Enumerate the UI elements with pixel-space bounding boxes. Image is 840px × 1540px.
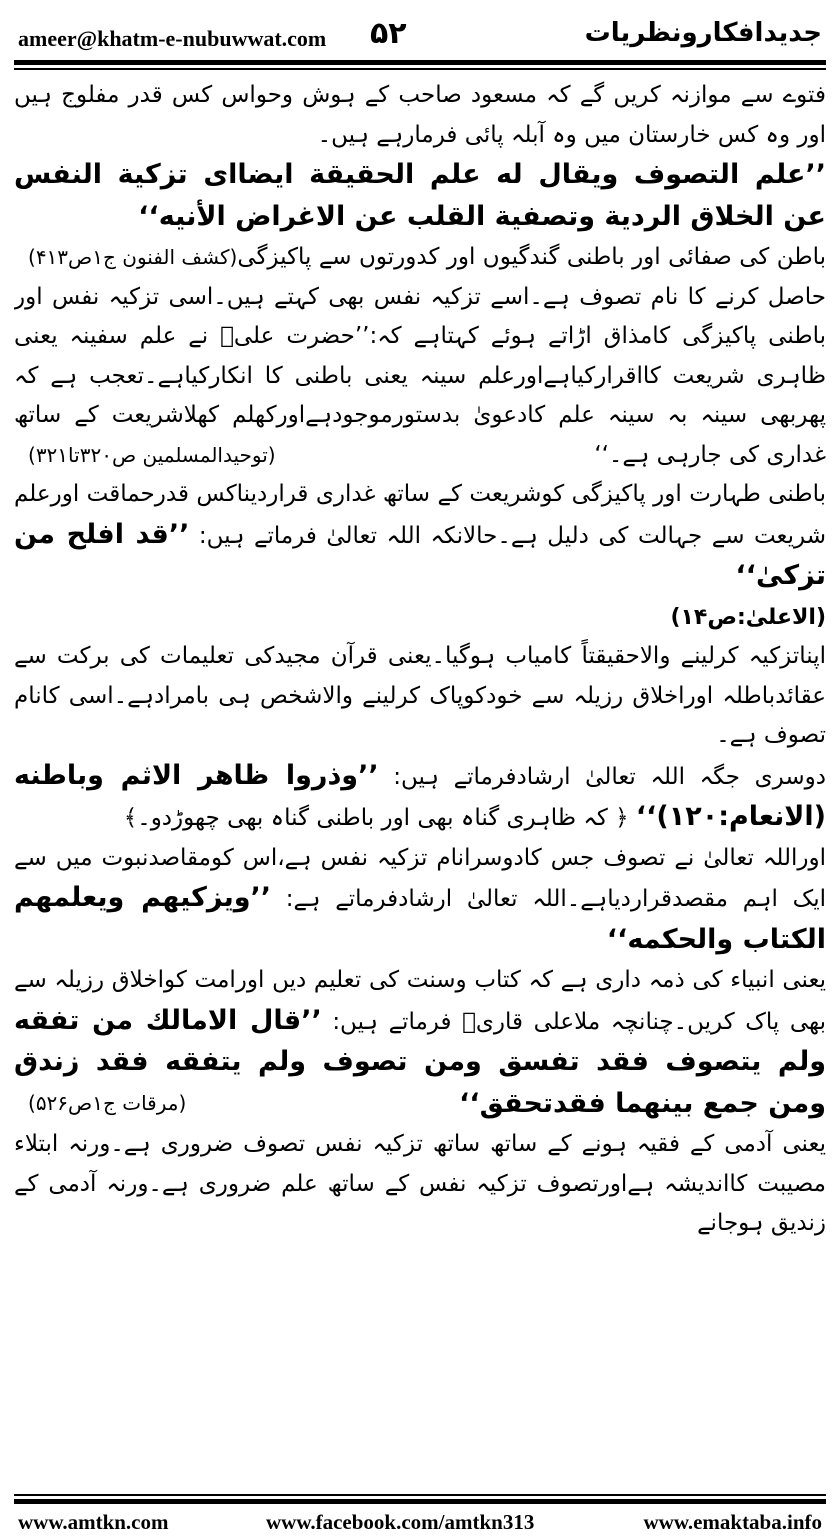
footer-link-facebook[interactable]: www.facebook.com/amtkn313 xyxy=(266,1510,535,1534)
paragraph: اپناتزکیہ کرلینے والاحقیقتاً کامیاب ہوگیا۔یعنی قرآن مجیدکی تعلیمات کی برکت سے عقائدباطلہ اوراخلاق رزیلہ سے خودکوپاک کرلینے والاشخص ہی بامرادہے۔اسی کانام تصوف ہے۔ xyxy=(14,643,826,748)
header-email: ameer@khatm-e-nubuwwat.com xyxy=(18,26,327,51)
page-footer xyxy=(14,1508,826,1538)
footer-link-amtkn[interactable]: www.amtkn.com xyxy=(18,1510,169,1534)
paragraph-text: یعنی انبیاء کی ذمہ داری ہے کہ کتاب وسنت کی تعلیم دیں اورامت کواخلاق رزیلہ سے بھی پاک کریں۔چنانچہ ملاعلی قاریؒ فرماتے ہیں: xyxy=(14,967,826,1035)
reference-line xyxy=(14,598,826,638)
reference: (توحیدالمسلمین ص۳۲۰تا۳۲۱) xyxy=(28,442,276,467)
page xyxy=(14,0,826,1540)
footer-rule-thin xyxy=(14,1494,826,1496)
paragraph: یعنی آدمی کے فقیہ ہونے کے ساتھ ساتھ تزکیہ نفس تصوف ضروری ہے۔ورنہ ابتلاء مصیبت کااندیشہ ہےاورتصوف تزکیہ نفس کے ساتھ علم ضروری ہے۔ورنہ آدمی کے زندیق ہوجانے xyxy=(14,1131,826,1236)
arabic-quote-text: ’’ویزکیهم ویعلمهم الکتاب والحکمه‘‘ xyxy=(14,882,826,955)
arabic-quote-text: ’’قال الامالك من تفقه ولم یتصوف فقد تفسق ومن تصوف ولم یتفقه فقد زندق ومن جمع بینهما فقدتحقق‘‘ xyxy=(14,1004,826,1119)
arabic-quote xyxy=(14,155,826,269)
paragraph xyxy=(14,475,826,598)
reference: (کشف الفنون ج۱ص۴۱۳) xyxy=(28,245,238,269)
paragraph xyxy=(14,756,826,839)
header-rule-thick xyxy=(14,60,826,65)
paragraph xyxy=(14,961,826,1125)
paragraph-text: اوراللہ تعالیٰ نے تصوف جس کادوسرانام تزکیہ نفس ہے،اس کومقاصدنبوت میں سے ایک اہم مقصدقراردیاہے۔اللہ تعالیٰ ارشادفرماتے ہے: xyxy=(14,844,826,912)
paragraph xyxy=(14,839,826,962)
paragraph-text: ﴿ کہ ظاہری گناہ بھی اور باطنی گناہ بھی چھوڑدو۔﴾ xyxy=(123,805,629,831)
arabic-quote-text: ’’وذروا ظاهر الاثم وباطنه (الانعام:۱۲۰)‘‘ xyxy=(14,759,826,832)
page-number: ۵۲ xyxy=(370,16,407,51)
paragraph-text: باطنی طہارت اور پاکیزگی کوشریعت کے ساتھ غداری قراردیناکس قدرحماقت اورعلم شریعت سے جہالت کی دلیل ہے۔حالانکہ اللہ تعالیٰ فرماتے ہیں: xyxy=(14,481,826,549)
arabic-quote-text: ’’علم التصوف ویقال له علم الحقیقة ایضاای تزکیة النفس عن الخلاق الردیة وتصفیة القلب عن الاغراض الأنیه‘‘ xyxy=(14,159,826,232)
arabic-quote-text: ’’قد افلح من تزکیٰ‘‘ xyxy=(14,518,826,591)
header-rule-thin xyxy=(14,68,826,70)
paragraph-text: دوسری جگہ اللہ تعالیٰ ارشادفرماتے ہیں: xyxy=(393,763,826,790)
paragraph-text: باطن کی صفائی اور باطنی گندگیوں اور کدورتوں سے پاکیزگی حاصل کرنے کا نام تصوف ہے۔اسے تزکیہ نفس بھی کہتے ہیں۔اسی تزکیہ نفس اور باطنی پاکیزگی کامذاق اڑاتے ہوئے کہتاہے کہ:’’حضرت علیؓ نے علم سفینہ یعنی ظاہری شریعت کااقرارکیاہےاورعلم سینہ یعنی باطنی کا انکارکیاہے۔تعجب ہے کہ پھربھی سینہ بہ سینہ علم کادعویٰ بدستورموجودہےاورکھلم کھلاشریعت کے ساتھ غداری کی جارہی ہے۔‘‘ xyxy=(14,244,826,468)
page-header xyxy=(14,8,826,60)
footer-link-emaktaba[interactable]: www.emaktaba.info xyxy=(643,1510,822,1534)
footer-rule-thick xyxy=(14,1499,826,1504)
book-title: جدیدافکارونظریات xyxy=(584,18,822,48)
paragraph: فتوے سے موازنہ کریں گے کہ مسعود صاحب کے ہوش وحواس کس قدر مفلوج ہیں اور وہ کس خارستان میں وہ آبلہ پائی فرمارہے ہیں۔ xyxy=(14,82,826,148)
page-body xyxy=(14,76,826,1488)
reference: (مرقات ج۱ص۵۲۶) xyxy=(28,1090,187,1115)
reference: (الاعلیٰ:ص۱۴) xyxy=(670,604,826,630)
